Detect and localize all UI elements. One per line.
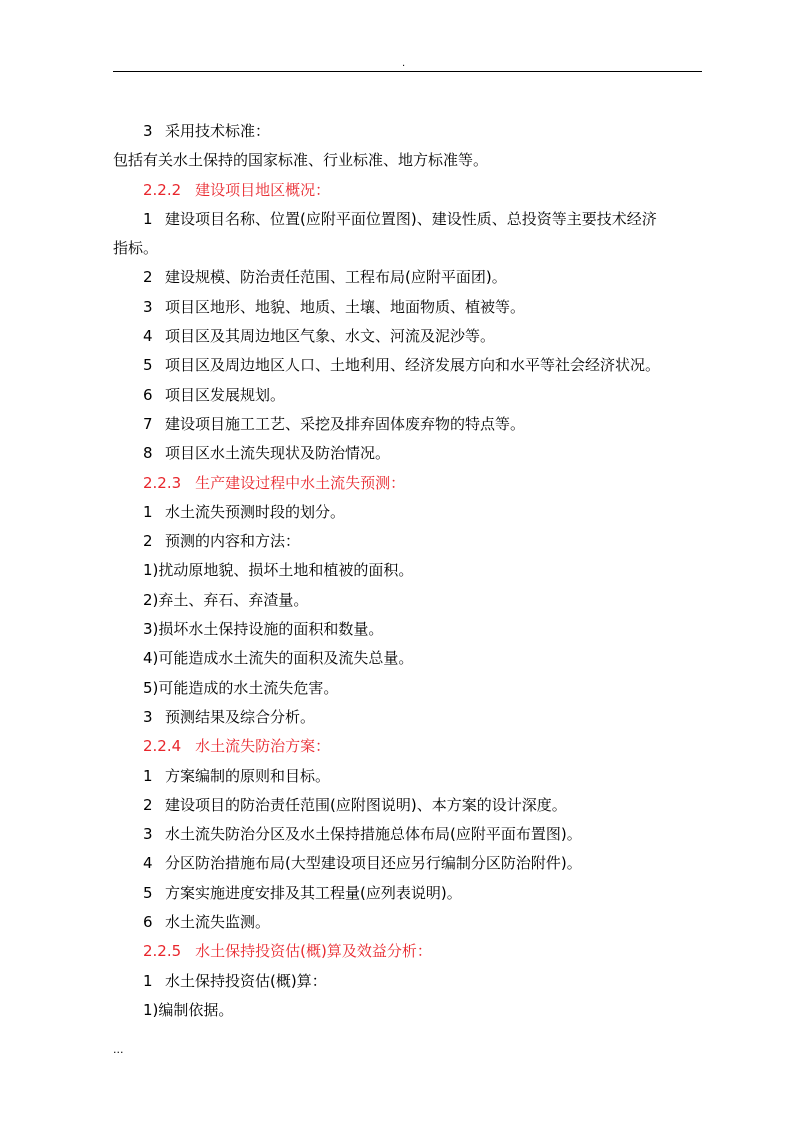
list-item: [113, 293, 703, 322]
list-item: [113, 908, 703, 937]
item-text: 水土流失监测。: [165, 913, 271, 932]
item-number: 2: [143, 795, 153, 814]
list-item: [113, 322, 703, 351]
footer-mark: ...: [113, 1043, 124, 1056]
item-text: 建设项目的防治责任范围(应附图说明)、本方案的设计深度。: [165, 795, 567, 814]
section-number: 2.2.2: [143, 180, 182, 199]
sub-list-item: [113, 586, 703, 615]
list-item: [113, 410, 703, 439]
section-heading: [113, 469, 703, 498]
section-title: 生产建设过程中水土流失预测：: [195, 473, 406, 492]
list-item: [113, 205, 703, 234]
section-title: 建设项目地区概况：: [195, 180, 331, 199]
item-number: 2: [143, 268, 153, 287]
item-number: 3: [143, 825, 153, 844]
section-number: 2.2.5: [143, 942, 182, 961]
item-text: 项目区发展规划。: [165, 385, 286, 404]
section-heading: [113, 732, 703, 761]
paragraph: [113, 234, 703, 263]
item-text: 2)弃土、弃石、弃渣量。: [143, 590, 309, 609]
document-body: [113, 117, 703, 1025]
item-text: 预测结果及综合分析。: [165, 707, 316, 726]
item-number: 7: [143, 414, 153, 433]
item-text: 水土流失预测时段的划分。: [165, 502, 346, 521]
item-text: 建设规模、防治责任范围、工程布局(应附平面团)。: [165, 268, 507, 287]
item-text: 采用技术标准：: [165, 122, 271, 140]
item-number: 3: [143, 122, 153, 140]
list-item: [113, 703, 703, 732]
item-text: 3)损坏水土保持设施的面积和数量。: [143, 620, 384, 639]
item-text: 建设项目名称、位置(应附平面位置图)、建设性质、总投资等主要技术经济: [165, 209, 657, 228]
item-text: 项目区及周边地区人口、土地利用、经济发展方向和水平等社会经济状况。: [165, 356, 661, 375]
list-item: [113, 117, 703, 146]
list-item: [113, 439, 703, 468]
section-heading: [113, 176, 703, 205]
item-text: 项目区及其周边地区气象、水文、河流及泥沙等。: [165, 327, 496, 346]
item-number: 6: [143, 913, 153, 932]
item-text: 1)编制依据。: [143, 1000, 234, 1019]
sub-list-item: [113, 644, 703, 673]
item-text: 方案实施进度安排及其工程量(应列表说明)。: [165, 883, 462, 902]
item-number: 1: [143, 971, 153, 990]
section-title: 水土流失防治方案：: [195, 737, 331, 756]
item-number: 2: [143, 532, 153, 551]
list-item: [113, 967, 703, 996]
header-rule: [113, 71, 702, 72]
sub-list-item: [113, 996, 703, 1025]
list-item: [113, 849, 703, 878]
section-number: 2.2.3: [143, 473, 182, 492]
item-number: 8: [143, 444, 153, 463]
item-text: 项目区地形、地貌、地质、土壤、地面物质、植被等。: [165, 297, 526, 316]
item-number: 6: [143, 385, 153, 404]
item-number: 5: [143, 356, 153, 375]
list-item: [113, 498, 703, 527]
sub-list-item: [113, 674, 703, 703]
paragraph-text: 指标。: [113, 239, 159, 258]
item-text: 项目区水土流失现状及防治情况。: [165, 444, 391, 463]
list-item: [113, 527, 703, 556]
header-mark: .: [402, 58, 406, 69]
list-item: [113, 351, 703, 380]
list-item: [113, 381, 703, 410]
paragraph: [113, 146, 703, 175]
list-item: [113, 762, 703, 791]
item-text: 5)可能造成的水土流失危害。: [143, 678, 339, 697]
item-number: 4: [143, 327, 153, 346]
item-number: 1: [143, 766, 153, 785]
list-item: [113, 791, 703, 820]
item-number: 1: [143, 502, 153, 521]
item-number: 3: [143, 297, 153, 316]
item-number: 1: [143, 209, 153, 228]
sub-list-item: [113, 615, 703, 644]
list-item: [113, 820, 703, 849]
paragraph-text: 包括有关水土保持的国家标准、行业标准、地方标准等。: [113, 151, 489, 170]
section-number: 2.2.4: [143, 737, 182, 756]
item-text: 分区防治措施布局(大型建设项目还应另行编制分区防治附件)。: [165, 854, 582, 873]
item-text: 水土流失防治分区及水土保持措施总体布局(应附平面布置图)。: [165, 825, 582, 844]
item-text: 建设项目施工工艺、采挖及排弃固体废弃物的特点等。: [165, 414, 526, 433]
item-number: 3: [143, 707, 153, 726]
item-text: 水土保持投资估(概)算：: [165, 971, 327, 990]
section-title: 水土保持投资估(概)算及效益分析：: [195, 942, 432, 961]
item-number: 4: [143, 854, 153, 873]
item-text: 4)可能造成水土流失的面积及流失总量。: [143, 649, 414, 668]
list-item: [113, 263, 703, 292]
item-text: 预测的内容和方法：: [165, 532, 301, 551]
item-text: 1)扰动原地貌、损坏土地和植被的面积。: [143, 561, 414, 580]
section-heading: [113, 937, 703, 966]
item-number: 5: [143, 883, 153, 902]
sub-list-item: [113, 556, 703, 585]
list-item: [113, 879, 703, 908]
item-text: 方案编制的原则和目标。: [165, 766, 331, 785]
